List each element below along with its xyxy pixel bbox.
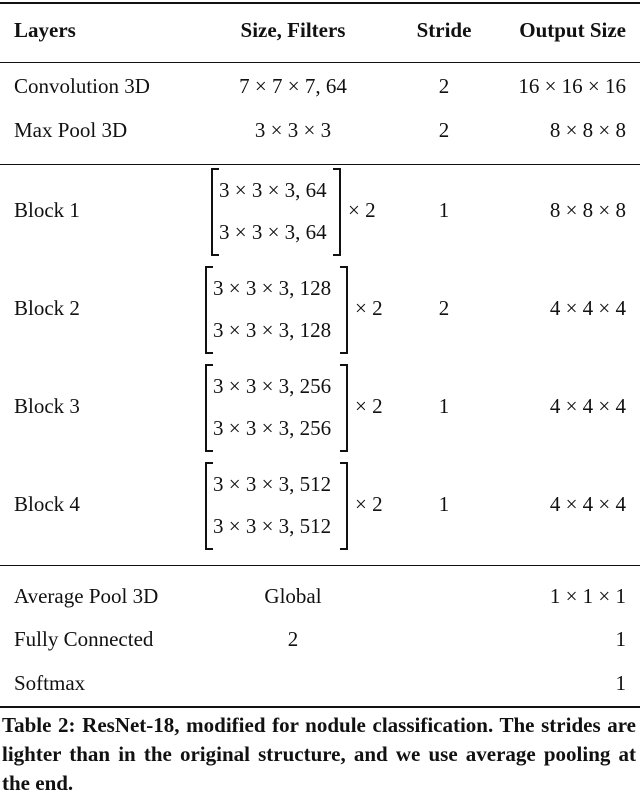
row-conv3d-layer: Convolution 3D <box>14 74 150 98</box>
block1-row2: 3 × 3 × 3, 64 <box>219 220 327 244</box>
block4-multiplier: × 2 <box>355 492 383 516</box>
block2-layer: Block 2 <box>14 296 80 320</box>
left-bracket <box>205 364 213 452</box>
row-avgpool-size: Global <box>264 584 322 608</box>
header-size-filters: Size, Filters <box>240 18 346 42</box>
block4-row2: 3 × 3 × 3, 512 <box>213 514 332 538</box>
row-avgpool-output: 1 × 1 × 1 <box>549 584 626 608</box>
block3-output: 4 × 4 × 4 <box>549 394 626 418</box>
left-bracket <box>205 462 213 550</box>
block1-stride: 1 <box>438 198 450 222</box>
block4-output: 4 × 4 × 4 <box>549 492 626 516</box>
row-avgpool-layer: Average Pool 3D <box>14 584 159 608</box>
section-rule-2 <box>0 565 640 566</box>
left-bracket <box>211 168 219 256</box>
block1-layer: Block 1 <box>14 198 80 222</box>
block4-matrix <box>0 462 640 546</box>
block3-multiplier: × 2 <box>355 394 383 418</box>
row-conv3d-output: 16 × 16 × 16 <box>518 74 626 98</box>
top-rule <box>0 2 640 4</box>
header-layers: Layers <box>14 18 76 42</box>
row-conv3d-size: 7 × 7 × 7, 64 <box>239 74 347 98</box>
right-bracket <box>340 462 348 550</box>
block1-output: 8 × 8 × 8 <box>549 198 626 222</box>
row-softmax-layer: Softmax <box>14 671 86 695</box>
row-maxpool-stride: 2 <box>438 118 450 142</box>
block2-stride: 2 <box>438 296 450 320</box>
row-maxpool-size: 3 × 3 × 3 <box>254 118 332 142</box>
right-bracket <box>340 364 348 452</box>
block2-multiplier: × 2 <box>355 296 383 320</box>
block3-stride: 1 <box>438 394 450 418</box>
block1-multiplier: × 2 <box>348 198 376 222</box>
row-conv3d-stride: 2 <box>438 74 450 98</box>
block2-output: 4 × 4 × 4 <box>549 296 626 320</box>
header-stride: Stride <box>416 18 472 42</box>
block4-stride: 1 <box>438 492 450 516</box>
header-rule <box>0 62 640 63</box>
left-bracket <box>205 266 213 354</box>
row-fc-output: 1 <box>615 627 626 651</box>
row-maxpool-layer: Max Pool 3D <box>14 118 128 142</box>
block3-row2: 3 × 3 × 3, 256 <box>213 416 332 440</box>
row-maxpool-output: 8 × 8 × 8 <box>549 118 626 142</box>
block3-layer: Block 3 <box>14 394 80 418</box>
header-output-size: Output Size <box>519 18 626 42</box>
right-bracket <box>333 168 341 256</box>
row-softmax-output: 1 <box>615 671 626 695</box>
block2-matrix <box>0 266 640 350</box>
block4-row1: 3 × 3 × 3, 512 <box>213 472 332 496</box>
block1-row1: 3 × 3 × 3, 64 <box>219 178 327 202</box>
block2-row1: 3 × 3 × 3, 128 <box>213 276 332 300</box>
block3-matrix <box>0 364 640 448</box>
table-caption: Table 2: ResNet-18, modified for nodule classification. The strides are lighter than in the original structure, and we use average pooling at the end. <box>2 713 636 795</box>
bottom-rule <box>0 706 640 708</box>
row-fc-layer: Fully Connected <box>14 627 154 651</box>
block4-layer: Block 4 <box>14 492 80 516</box>
block3-row1: 3 × 3 × 3, 256 <box>213 374 332 398</box>
block1-matrix <box>0 168 640 252</box>
block2-row2: 3 × 3 × 3, 128 <box>213 318 332 342</box>
section-rule-1 <box>0 164 640 165</box>
row-fc-size: 2 <box>287 627 299 651</box>
right-bracket <box>340 266 348 354</box>
